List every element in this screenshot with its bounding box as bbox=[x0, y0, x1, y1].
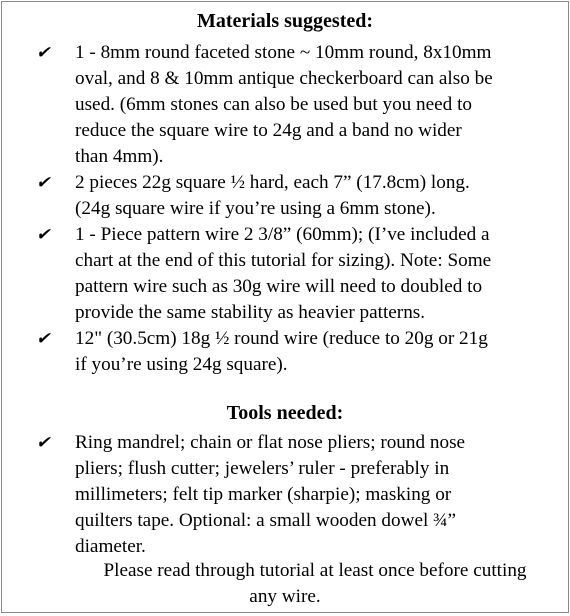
checkmark-icon: ✔ bbox=[36, 173, 51, 192]
closing-note bbox=[2, 558, 568, 610]
list-item-text bbox=[75, 170, 561, 222]
checkmark-icon: ✔ bbox=[36, 433, 51, 452]
text-line: (24g square wire if you’re using a 6mm stone). bbox=[75, 198, 436, 219]
text-line: reduce the square wire to 24g and a band no wider bbox=[75, 120, 462, 141]
list-item-text bbox=[75, 222, 561, 326]
text-line: millimeters; felt tip marker (sharpie); masking or bbox=[75, 484, 452, 505]
list-item-text bbox=[75, 430, 561, 560]
checkmark-icon: ✔ bbox=[36, 43, 51, 62]
text-line: 12" (30.5cm) 18g ½ round wire (reduce to 20g or 21g bbox=[75, 328, 488, 349]
text-line: diameter. bbox=[75, 536, 146, 557]
text-line: Ring mandrel; chain or flat nose pliers; round nose bbox=[75, 432, 466, 453]
text-line: used. (6mm stones can also be used but you need to bbox=[75, 94, 472, 115]
text-line: 2 pieces 22g square ½ hard, each 7” (17.8cm) long. bbox=[75, 172, 470, 193]
materials-heading: Materials suggested: bbox=[196, 10, 374, 32]
text-line: any wire. bbox=[249, 586, 321, 607]
checkmark-icon: ✔ bbox=[36, 329, 51, 348]
text-line: than 4mm). bbox=[75, 146, 164, 167]
text-line: provide the same stability as heavier patterns. bbox=[75, 302, 426, 323]
text-line: pattern wire such as 30g wire will need to doubled to bbox=[75, 276, 483, 297]
list-item-text bbox=[75, 40, 561, 170]
checkmark-icon: ✔ bbox=[36, 225, 51, 244]
text-line: Please read through tutorial at least once before cutting bbox=[103, 560, 527, 581]
tools-heading: Tools needed: bbox=[226, 402, 344, 424]
list-item-text bbox=[75, 326, 561, 378]
text-line: 1 - Piece pattern wire 2 3/8” (60mm); (I’ve included a bbox=[75, 224, 490, 245]
text-line: 1 - 8mm round faceted stone ~ 10mm round, 8x10mm bbox=[75, 42, 492, 63]
materials-document bbox=[1, 1, 569, 613]
text-line: pliers; flush cutter; jewelers’ ruler - preferably in bbox=[75, 458, 450, 479]
text-line: chart at the end of this tutorial for sizing). Note: Some bbox=[75, 250, 492, 271]
text-line: if you’re using 24g square). bbox=[75, 354, 288, 375]
text-line: quilters tape. Optional: a small wooden dowel ¾” bbox=[75, 510, 456, 531]
text-line: oval, and 8 & 10mm antique checkerboard can also be bbox=[75, 68, 493, 89]
